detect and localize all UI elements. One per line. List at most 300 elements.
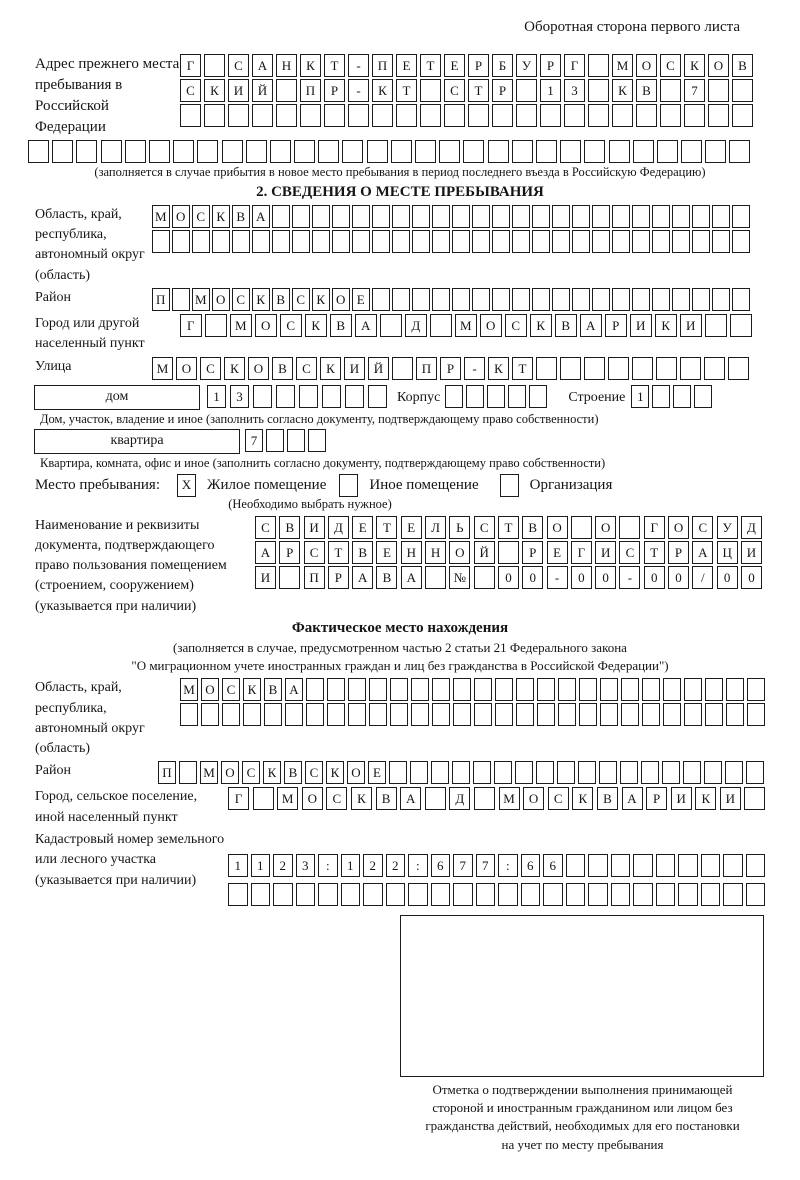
char-cell[interactable]: Н [401, 541, 422, 564]
char-cell[interactable]: В [352, 541, 373, 564]
char-cell[interactable]: М [230, 314, 252, 337]
char-cell[interactable] [552, 288, 570, 311]
char-cell[interactable]: А [355, 314, 377, 337]
char-cell[interactable] [372, 104, 393, 127]
char-cell[interactable] [272, 205, 290, 228]
char-cell[interactable]: 3 [564, 79, 585, 102]
char-cell[interactable] [652, 288, 670, 311]
char-cell[interactable] [312, 230, 330, 253]
char-cell[interactable]: 0 [741, 566, 762, 589]
char-cell[interactable] [619, 516, 640, 539]
char-cell[interactable] [641, 761, 659, 784]
char-cell[interactable] [372, 230, 390, 253]
char-cell[interactable]: К [320, 357, 341, 380]
char-cell[interactable] [633, 854, 653, 877]
char-cell[interactable] [76, 140, 97, 163]
char-cell[interactable] [292, 230, 310, 253]
char-cell[interactable] [512, 205, 530, 228]
char-cell[interactable] [432, 205, 450, 228]
char-cell[interactable]: 0 [571, 566, 592, 589]
char-cell[interactable] [642, 678, 660, 701]
char-cell[interactable] [705, 678, 723, 701]
char-cell[interactable] [632, 288, 650, 311]
char-cell[interactable] [747, 703, 765, 726]
char-cell[interactable] [473, 761, 491, 784]
char-cell[interactable] [204, 104, 225, 127]
char-cell[interactable] [492, 230, 510, 253]
char-cell[interactable] [683, 761, 701, 784]
char-cell[interactable] [730, 314, 752, 337]
char-cell[interactable]: К [372, 79, 393, 102]
char-cell[interactable] [396, 104, 417, 127]
char-cell[interactable]: В [279, 516, 300, 539]
char-cell[interactable] [492, 104, 513, 127]
char-cell[interactable] [390, 678, 408, 701]
char-cell[interactable] [708, 104, 729, 127]
char-cell[interactable] [704, 761, 722, 784]
char-cell[interactable] [588, 54, 609, 77]
char-cell[interactable]: Б [492, 54, 513, 77]
char-cell[interactable] [633, 883, 653, 906]
char-cell[interactable] [285, 703, 303, 726]
char-cell[interactable] [684, 678, 702, 701]
char-cell[interactable]: Г [228, 787, 249, 810]
char-cell[interactable] [516, 79, 537, 102]
char-cell[interactable]: С [474, 516, 495, 539]
char-cell[interactable] [660, 104, 681, 127]
char-cell[interactable]: Р [328, 566, 349, 589]
char-cell[interactable]: А [692, 541, 713, 564]
other-premises-checkbox[interactable] [339, 474, 358, 497]
char-cell[interactable]: 0 [595, 566, 616, 589]
char-cell[interactable]: М [455, 314, 477, 337]
char-cell[interactable] [251, 883, 271, 906]
char-cell[interactable]: О [248, 357, 269, 380]
char-cell[interactable] [253, 787, 274, 810]
char-cell[interactable] [672, 288, 690, 311]
char-cell[interactable] [232, 230, 250, 253]
char-cell[interactable] [537, 703, 555, 726]
char-cell[interactable] [342, 140, 363, 163]
char-cell[interactable] [512, 140, 533, 163]
char-cell[interactable]: О [201, 678, 219, 701]
char-cell[interactable] [723, 854, 743, 877]
char-cell[interactable] [452, 205, 470, 228]
char-cell[interactable]: Й [252, 79, 273, 102]
char-cell[interactable]: О [212, 288, 230, 311]
char-cell[interactable] [222, 703, 240, 726]
char-cell[interactable] [439, 140, 460, 163]
char-cell[interactable] [149, 140, 170, 163]
char-cell[interactable] [332, 205, 350, 228]
char-cell[interactable] [412, 288, 430, 311]
char-cell[interactable]: 1 [540, 79, 561, 102]
char-cell[interactable]: 7 [476, 854, 496, 877]
char-cell[interactable]: К [572, 787, 593, 810]
char-cell[interactable] [279, 566, 300, 589]
char-cell[interactable]: К [224, 357, 245, 380]
char-cell[interactable] [367, 140, 388, 163]
char-cell[interactable] [352, 205, 370, 228]
char-cell[interactable]: 6 [543, 854, 563, 877]
char-cell[interactable] [411, 703, 429, 726]
char-cell[interactable] [728, 357, 749, 380]
char-cell[interactable]: К [530, 314, 552, 337]
char-cell[interactable] [352, 230, 370, 253]
char-cell[interactable] [228, 883, 248, 906]
char-cell[interactable]: Т [498, 516, 519, 539]
char-cell[interactable]: Т [376, 516, 397, 539]
char-cell[interactable] [611, 854, 631, 877]
char-cell[interactable]: : [408, 854, 428, 877]
char-cell[interactable]: 0 [644, 566, 665, 589]
char-cell[interactable]: Т [644, 541, 665, 564]
char-cell[interactable] [372, 205, 390, 228]
char-cell[interactable]: В [636, 79, 657, 102]
char-cell[interactable]: Ь [449, 516, 470, 539]
char-cell[interactable] [312, 205, 330, 228]
char-cell[interactable]: В [264, 678, 282, 701]
char-cell[interactable]: Ц [717, 541, 738, 564]
char-cell[interactable]: О [347, 761, 365, 784]
char-cell[interactable] [705, 703, 723, 726]
char-cell[interactable] [197, 140, 218, 163]
char-cell[interactable]: В [376, 787, 397, 810]
char-cell[interactable] [444, 104, 465, 127]
char-cell[interactable] [684, 703, 702, 726]
char-cell[interactable] [494, 761, 512, 784]
char-cell[interactable] [472, 230, 490, 253]
char-cell[interactable] [392, 205, 410, 228]
char-cell[interactable] [380, 314, 402, 337]
char-cell[interactable] [672, 205, 690, 228]
char-cell[interactable]: Р [668, 541, 689, 564]
char-cell[interactable] [652, 385, 670, 408]
char-cell[interactable]: Н [425, 541, 446, 564]
char-cell[interactable] [572, 230, 590, 253]
char-cell[interactable] [498, 541, 519, 564]
char-cell[interactable]: С [326, 787, 347, 810]
organization-checkbox[interactable] [500, 474, 519, 497]
char-cell[interactable] [264, 703, 282, 726]
char-cell[interactable] [588, 79, 609, 102]
char-cell[interactable]: К [212, 205, 230, 228]
char-cell[interactable]: 7 [245, 429, 263, 452]
char-cell[interactable]: Л [425, 516, 446, 539]
char-cell[interactable] [28, 140, 49, 163]
char-cell[interactable] [656, 883, 676, 906]
char-cell[interactable]: И [304, 516, 325, 539]
char-cell[interactable] [701, 854, 721, 877]
char-cell[interactable]: - [619, 566, 640, 589]
char-cell[interactable]: А [252, 205, 270, 228]
char-cell[interactable] [425, 566, 446, 589]
char-cell[interactable]: М [152, 357, 173, 380]
char-cell[interactable]: О [636, 54, 657, 77]
char-cell[interactable]: Г [644, 516, 665, 539]
char-cell[interactable] [557, 761, 575, 784]
char-cell[interactable]: - [547, 566, 568, 589]
char-cell[interactable]: К [655, 314, 677, 337]
char-cell[interactable] [692, 205, 710, 228]
char-cell[interactable]: К [312, 288, 330, 311]
char-cell[interactable] [621, 703, 639, 726]
char-cell[interactable] [432, 288, 450, 311]
char-cell[interactable] [452, 230, 470, 253]
char-cell[interactable] [391, 140, 412, 163]
char-cell[interactable]: С [692, 516, 713, 539]
char-cell[interactable] [368, 385, 387, 408]
char-cell[interactable] [228, 104, 249, 127]
char-cell[interactable]: Е [401, 516, 422, 539]
char-cell[interactable]: О [176, 357, 197, 380]
char-cell[interactable]: Д [741, 516, 762, 539]
char-cell[interactable]: 2 [363, 854, 383, 877]
char-cell[interactable] [452, 761, 470, 784]
char-cell[interactable]: П [304, 566, 325, 589]
char-cell[interactable] [566, 883, 586, 906]
char-cell[interactable] [621, 678, 639, 701]
char-cell[interactable]: Д [328, 516, 349, 539]
char-cell[interactable] [327, 703, 345, 726]
char-cell[interactable] [453, 883, 473, 906]
char-cell[interactable] [680, 357, 701, 380]
char-cell[interactable]: О [255, 314, 277, 337]
char-cell[interactable]: Е [352, 288, 370, 311]
char-cell[interactable]: Р [540, 54, 561, 77]
char-cell[interactable]: 6 [431, 854, 451, 877]
char-cell[interactable] [266, 429, 284, 452]
char-cell[interactable] [299, 385, 318, 408]
char-cell[interactable] [306, 703, 324, 726]
char-cell[interactable] [306, 678, 324, 701]
char-cell[interactable]: - [348, 79, 369, 102]
char-cell[interactable]: П [416, 357, 437, 380]
char-cell[interactable] [552, 205, 570, 228]
char-cell[interactable] [729, 140, 750, 163]
char-cell[interactable] [270, 140, 291, 163]
char-cell[interactable]: К [695, 787, 716, 810]
char-cell[interactable]: Т [512, 357, 533, 380]
char-cell[interactable] [392, 230, 410, 253]
char-cell[interactable] [588, 854, 608, 877]
char-cell[interactable]: С [505, 314, 527, 337]
char-cell[interactable] [558, 703, 576, 726]
char-cell[interactable] [612, 230, 630, 253]
char-cell[interactable] [474, 703, 492, 726]
char-cell[interactable]: 6 [521, 854, 541, 877]
char-cell[interactable] [612, 205, 630, 228]
char-cell[interactable] [663, 703, 681, 726]
char-cell[interactable]: В [330, 314, 352, 337]
char-cell[interactable]: Г [564, 54, 585, 77]
char-cell[interactable] [389, 761, 407, 784]
char-cell[interactable] [746, 883, 766, 906]
char-cell[interactable] [474, 678, 492, 701]
char-cell[interactable] [172, 230, 190, 253]
char-cell[interactable] [692, 230, 710, 253]
char-cell[interactable] [732, 79, 753, 102]
char-cell[interactable] [579, 703, 597, 726]
char-cell[interactable]: И [344, 357, 365, 380]
char-cell[interactable]: И [255, 566, 276, 589]
char-cell[interactable] [571, 516, 592, 539]
char-cell[interactable] [592, 230, 610, 253]
char-cell[interactable]: В [232, 205, 250, 228]
char-cell[interactable]: И [595, 541, 616, 564]
char-cell[interactable]: 3 [230, 385, 249, 408]
char-cell[interactable]: Т [328, 541, 349, 564]
char-cell[interactable] [212, 230, 230, 253]
char-cell[interactable] [425, 787, 446, 810]
char-cell[interactable] [412, 230, 430, 253]
char-cell[interactable] [432, 230, 450, 253]
char-cell[interactable]: И [671, 787, 692, 810]
char-cell[interactable] [324, 104, 345, 127]
char-cell[interactable]: М [180, 678, 198, 701]
char-cell[interactable]: 0 [717, 566, 738, 589]
char-cell[interactable] [560, 140, 581, 163]
char-cell[interactable] [660, 79, 681, 102]
char-cell[interactable]: Й [368, 357, 389, 380]
char-cell[interactable] [322, 385, 341, 408]
char-cell[interactable] [308, 429, 326, 452]
char-cell[interactable] [392, 288, 410, 311]
char-cell[interactable]: В [376, 566, 397, 589]
char-cell[interactable]: М [499, 787, 520, 810]
char-cell[interactable] [363, 883, 383, 906]
char-cell[interactable] [725, 761, 743, 784]
char-cell[interactable] [345, 385, 364, 408]
char-cell[interactable] [474, 787, 495, 810]
char-cell[interactable]: А [285, 678, 303, 701]
char-cell[interactable] [327, 678, 345, 701]
char-cell[interactable] [420, 79, 441, 102]
char-cell[interactable]: К [252, 288, 270, 311]
char-cell[interactable] [492, 205, 510, 228]
char-cell[interactable] [657, 140, 678, 163]
char-cell[interactable] [536, 761, 554, 784]
char-cell[interactable] [704, 357, 725, 380]
char-cell[interactable] [205, 314, 227, 337]
char-cell[interactable] [588, 104, 609, 127]
char-cell[interactable]: Р [440, 357, 461, 380]
char-cell[interactable] [369, 703, 387, 726]
char-cell[interactable]: К [612, 79, 633, 102]
char-cell[interactable]: К [351, 787, 372, 810]
char-cell[interactable] [515, 761, 533, 784]
char-cell[interactable]: - [348, 54, 369, 77]
char-cell[interactable] [532, 230, 550, 253]
char-cell[interactable] [673, 385, 691, 408]
char-cell[interactable] [246, 140, 267, 163]
char-cell[interactable]: И [720, 787, 741, 810]
char-cell[interactable]: / [692, 566, 713, 589]
char-cell[interactable]: С [619, 541, 640, 564]
char-cell[interactable]: Г [180, 54, 201, 77]
char-cell[interactable] [744, 787, 765, 810]
char-cell[interactable] [152, 230, 170, 253]
char-cell[interactable] [341, 883, 361, 906]
char-cell[interactable] [318, 140, 339, 163]
char-cell[interactable]: О [523, 787, 544, 810]
char-cell[interactable] [179, 761, 197, 784]
char-cell[interactable]: 1 [207, 385, 226, 408]
char-cell[interactable] [681, 140, 702, 163]
char-cell[interactable]: Г [180, 314, 202, 337]
char-cell[interactable] [705, 314, 727, 337]
char-cell[interactable] [410, 761, 428, 784]
char-cell[interactable] [180, 703, 198, 726]
char-cell[interactable] [712, 288, 730, 311]
char-cell[interactable]: Т [396, 79, 417, 102]
char-cell[interactable] [572, 288, 590, 311]
char-cell[interactable] [712, 230, 730, 253]
char-cell[interactable] [536, 140, 557, 163]
char-cell[interactable]: О [332, 288, 350, 311]
char-cell[interactable]: И [630, 314, 652, 337]
char-cell[interactable]: П [372, 54, 393, 77]
char-cell[interactable] [746, 854, 766, 877]
char-cell[interactable] [222, 140, 243, 163]
char-cell[interactable]: Е [352, 516, 373, 539]
char-cell[interactable]: О [221, 761, 239, 784]
char-cell[interactable] [420, 104, 441, 127]
char-cell[interactable]: Р [279, 541, 300, 564]
char-cell[interactable]: А [352, 566, 373, 589]
char-cell[interactable]: П [152, 288, 170, 311]
char-cell[interactable]: С [660, 54, 681, 77]
char-cell[interactable]: М [612, 54, 633, 77]
char-cell[interactable] [608, 357, 629, 380]
char-cell[interactable] [564, 104, 585, 127]
char-cell[interactable]: Е [547, 541, 568, 564]
char-cell[interactable] [432, 678, 450, 701]
char-cell[interactable] [578, 761, 596, 784]
char-cell[interactable]: 2 [273, 854, 293, 877]
char-cell[interactable] [678, 883, 698, 906]
char-cell[interactable] [632, 205, 650, 228]
char-cell[interactable]: М [192, 288, 210, 311]
char-cell[interactable]: С [548, 787, 569, 810]
char-cell[interactable]: О [547, 516, 568, 539]
char-cell[interactable] [612, 104, 633, 127]
char-cell[interactable]: П [158, 761, 176, 784]
char-cell[interactable] [694, 385, 712, 408]
char-cell[interactable]: : [498, 854, 518, 877]
char-cell[interactable]: Е [376, 541, 397, 564]
char-cell[interactable] [537, 678, 555, 701]
char-cell[interactable] [488, 140, 509, 163]
char-cell[interactable]: : [318, 854, 338, 877]
char-cell[interactable]: К [300, 54, 321, 77]
char-cell[interactable] [243, 703, 261, 726]
char-cell[interactable] [453, 703, 471, 726]
char-cell[interactable]: В [597, 787, 618, 810]
char-cell[interactable] [746, 761, 764, 784]
char-cell[interactable] [252, 230, 270, 253]
char-cell[interactable] [532, 288, 550, 311]
char-cell[interactable] [726, 678, 744, 701]
char-cell[interactable] [348, 104, 369, 127]
char-cell[interactable] [584, 140, 605, 163]
char-cell[interactable]: М [200, 761, 218, 784]
char-cell[interactable] [287, 429, 305, 452]
char-cell[interactable] [516, 678, 534, 701]
char-cell[interactable] [612, 288, 630, 311]
char-cell[interactable]: В [272, 288, 290, 311]
char-cell[interactable]: О [480, 314, 502, 337]
